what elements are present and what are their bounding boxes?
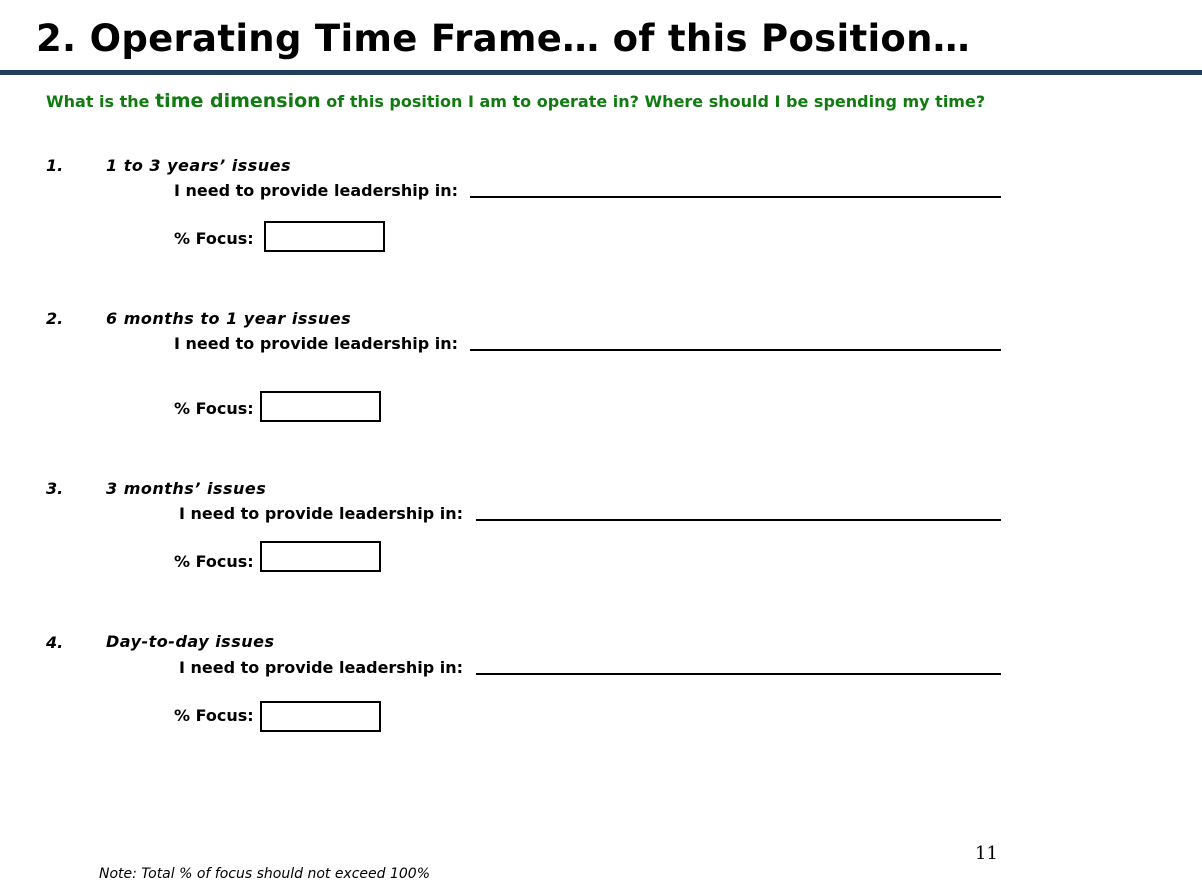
leadership-label: I need to provide leadership in: [179, 658, 463, 677]
item-heading: 6 months to 1 year issues [106, 309, 352, 328]
leadership-label: I need to provide leadership in: [174, 181, 458, 200]
page-title: 2. Operating Time Frame… of this Position… [36, 17, 971, 60]
focus-input-box[interactable] [260, 391, 381, 422]
leadership-answer-line[interactable] [470, 349, 1001, 351]
leadership-answer-line[interactable] [476, 673, 1001, 675]
leadership-answer-line[interactable] [470, 196, 1001, 198]
question-text-part2: of this position I am to operate in? Where should I be spending my time? [320, 92, 986, 111]
focus-label: % Focus: [174, 552, 254, 571]
item-number: 4. [46, 633, 64, 652]
question-text-part1: What is the [46, 92, 156, 111]
leadership-answer-line[interactable] [476, 519, 1001, 521]
item-number: 2. [46, 309, 64, 328]
focus-label: % Focus: [174, 229, 254, 248]
focus-input-box[interactable] [260, 701, 381, 732]
focus-input-box[interactable] [260, 541, 381, 572]
item-heading: 1 to 3 years’ issues [106, 156, 292, 175]
leadership-label: I need to provide leadership in: [174, 334, 458, 353]
focus-label: % Focus: [174, 706, 254, 725]
item-heading: Day-to-day issues [106, 632, 275, 651]
question-emphasis: time dimension [155, 90, 321, 112]
footnote: Note: Total % of focus should not exceed 100% [99, 866, 431, 882]
item-number: 3. [46, 479, 64, 498]
title-divider [0, 70, 1202, 75]
focus-input-box[interactable] [264, 221, 385, 252]
item-heading: 3 months’ issues [106, 479, 267, 498]
page-number: 11 [975, 843, 998, 864]
leadership-label: I need to provide leadership in: [179, 504, 463, 523]
focus-label: % Focus: [174, 399, 254, 418]
item-number: 1. [46, 156, 64, 175]
section-question [46, 89, 985, 114]
